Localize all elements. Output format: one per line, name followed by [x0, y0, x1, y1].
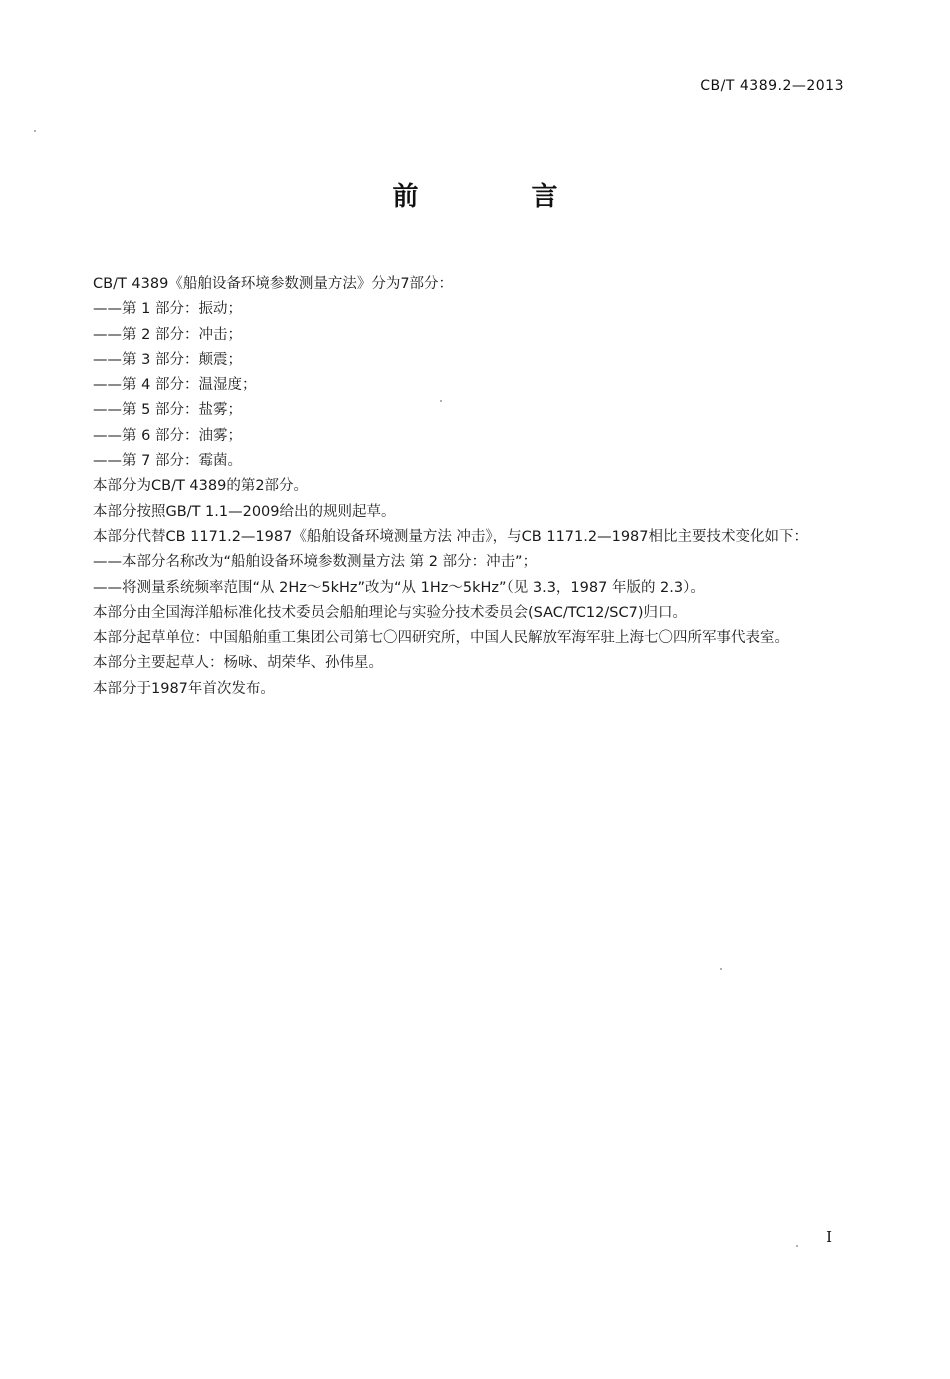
foreword-body — [60, 272, 848, 702]
paragraph-part-scope: 本部分为CB/T 4389的第2部分。 — [93, 478, 309, 495]
paragraph-first-release: 本部分于1987年首次发布。 — [93, 680, 275, 697]
scan-speck — [440, 400, 442, 402]
paragraph-drafters: 本部分主要起草人：杨咏、胡荣华、孙伟星。 — [93, 655, 383, 672]
paragraph-administration: 本部分由全国海洋船标准化技术委员会船舶理论与实验分技术委员会(SAC/TC12/SC7)归口。 — [93, 604, 687, 621]
list-item-part-5: ——第 5 部分：盐雾； — [93, 402, 242, 419]
page-title: 前 言 — [392, 182, 610, 212]
list-item-part-4: ——第 4 部分：温湿度； — [93, 377, 257, 394]
paragraph-replaces: 本部分代替CB 1171.2—1987《船舶设备环境测量方法 冲击》，与CB 1171.2—1987相比主要技术变化如下： — [93, 528, 808, 545]
list-item-part-2: ——第 2 部分：冲击； — [93, 326, 242, 343]
scan-speck — [720, 968, 722, 970]
paragraph-intro: CB/T 4389《船舶设备环境参数测量方法》分为7部分： — [93, 276, 454, 292]
list-item-part-1: ——第 1 部分：振动； — [93, 301, 242, 318]
list-item-part-7: ——第 7 部分：霉菌。 — [93, 453, 242, 470]
list-item-part-3: ——第 3 部分：颠震； — [93, 351, 242, 368]
list-item-change-name: ——本部分名称改为“船舶设备环境参数测量方法 第 2 部分：冲击”； — [93, 554, 538, 571]
list-item-part-6: ——第 6 部分：油雾； — [93, 427, 242, 444]
paragraph-drafting-units: 本部分起草单位：中国船舶重工集团公司第七〇四研究所，中国人民解放军海军驻上海七〇四所军事代表室。 — [93, 630, 789, 647]
scan-speck — [796, 1245, 798, 1247]
standard-code-header: CB/T 4389.2—2013 — [700, 78, 844, 94]
page-number: I — [826, 1228, 832, 1246]
list-item-change-frequency: ——将测量系统频率范围“从 2Hz～5kHz”改为“从 1Hz～5kHz”（见 3.3，1987 年版的 2.3）。 — [93, 579, 705, 596]
scan-speck — [34, 130, 36, 132]
paragraph-drafting-rules: 本部分按照GB/T 1.1—2009给出的规则起草。 — [93, 503, 396, 520]
